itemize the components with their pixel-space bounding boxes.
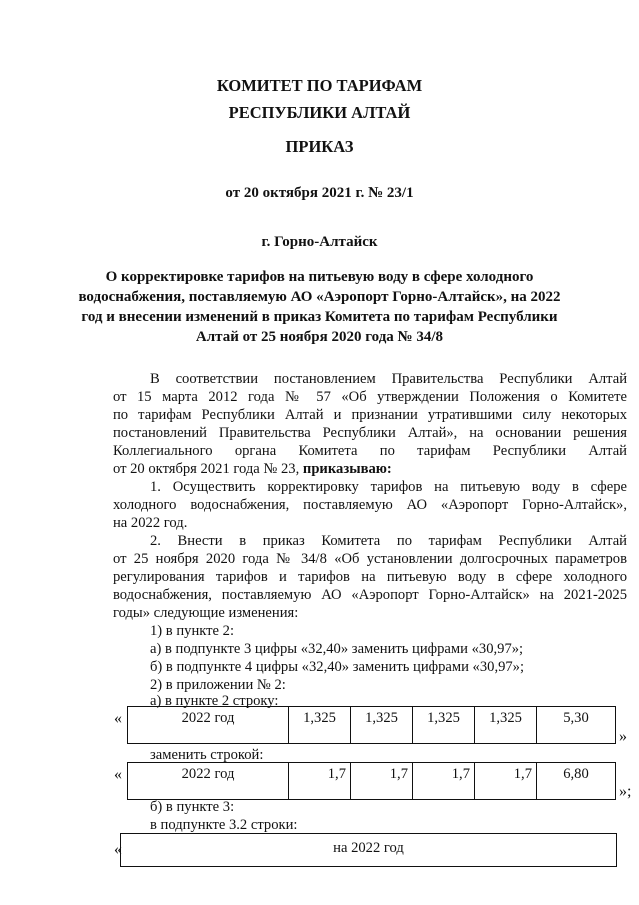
preamble-line: по тарифам Республики Алтай и признании утратившими силу некоторых [113, 407, 627, 423]
value-cell: 5,30 [537, 707, 616, 744]
org-name-line1: КОМИТЕТ ПО ТАРИФАМ [216, 76, 423, 95]
doc-city: г. Горно-Алтайск [261, 234, 378, 250]
subitem-3-2-table [120, 833, 617, 867]
value-cell: 6,80 [537, 763, 616, 800]
value-cell: 1,325 [289, 707, 351, 744]
doc-type: ПРИКАЗ [285, 137, 354, 156]
org-name-line2: РЕСПУБЛИКИ АЛТАЙ [228, 103, 411, 122]
item2-line: регулирования тарифов и тарифов на питьевую воду в сфере холодного [113, 569, 627, 585]
item1-last-line: на 2022 год. [113, 515, 188, 531]
preamble-last-line [113, 460, 392, 478]
doc-title [0, 267, 639, 347]
table-row [128, 707, 616, 744]
quote-close: » [619, 728, 627, 745]
item1-line: 1. Осуществить корректировку тарифов на питьевую воду в сфере [150, 479, 627, 495]
value-cell: 1,7 [289, 763, 351, 800]
year-header-cell: на 2022 год [121, 834, 617, 867]
subitem-a: а) в подпункте 3 цифры «32,40» заменить цифрами «30,97»; [150, 641, 524, 657]
year-cell: 2022 год [128, 763, 289, 800]
preamble-line: от 15 марта 2012 года № 57 «Об утверждении Положения о Комитете [113, 389, 627, 405]
subitem-point2: 1) в пункте 2: [150, 623, 235, 639]
table-row [121, 834, 617, 867]
subitem-appendix: 2) в приложении № 2: [150, 677, 286, 693]
value-cell: 1,325 [351, 707, 413, 744]
value-cell: 1,7 [475, 763, 537, 800]
order-word: приказываю: [302, 461, 392, 477]
quote-open: « [114, 710, 122, 727]
preamble-line: Коллегиального органа Комитета по тарифам Республики Алтай [113, 443, 627, 459]
title-line: водоснабжения, поставляемую АО «Аэропорт Горно-Алтайск», на 2022 [78, 289, 561, 305]
table-row [128, 763, 616, 800]
item2-last-line: годы» следующие изменения: [113, 605, 299, 621]
subitem-b-point3: б) в пункте 3: [150, 799, 235, 815]
subitem-3-2: в подпункте 3.2 строки: [150, 817, 298, 833]
title-line: О корректировке тарифов на питьевую воду в сфере холодного [105, 269, 534, 285]
value-cell: 1,325 [475, 707, 537, 744]
new-tariff-row-table [127, 762, 616, 800]
quote-open: « [114, 766, 122, 783]
subitem-b: б) в подпункте 4 цифры «32,40» заменить цифрами «30,97»; [150, 659, 525, 675]
subitem-row: а) в пункте 2 строку: [150, 693, 279, 709]
preamble-line: В соответствии постановлением Правительства Республики Алтай [150, 371, 627, 387]
item2-line: от 25 ноября 2020 года № 34/8 «Об установлении долгосрочных параметров [113, 551, 627, 567]
preamble-line: постановлений Правительства Республики Алтай», на основании решения [113, 425, 627, 441]
preamble-last-text: от 20 октября 2021 года № 23, [113, 461, 300, 477]
doc-date-number: от 20 октября 2021 г. № 23/1 [225, 185, 414, 201]
item1-line: холодного водоснабжения, поставляемую АО «Аэропорт Горно-Алтайск», [113, 497, 627, 513]
replace-with-label: заменить строкой: [150, 747, 264, 763]
value-cell: 1,7 [413, 763, 475, 800]
old-tariff-row-table [127, 706, 616, 744]
title-line: год и внесении изменений в приказ Комитета по тарифам Республики [81, 309, 558, 325]
value-cell: 1,7 [351, 763, 413, 800]
title-line: Алтай от 25 ноября 2020 года № 34/8 [195, 329, 444, 345]
quote-close-semicolon: »; [619, 783, 632, 800]
item2-line: водоснабжения, поставляемую АО «Аэропорт Горно-Алтайск» на 2021-2025 [113, 587, 627, 603]
quote-open: « [114, 841, 122, 858]
item2-line: 2. Внести в приказ Комитета по тарифам Республики Алтай [150, 533, 627, 549]
year-cell: 2022 год [128, 707, 289, 744]
value-cell: 1,325 [413, 707, 475, 744]
